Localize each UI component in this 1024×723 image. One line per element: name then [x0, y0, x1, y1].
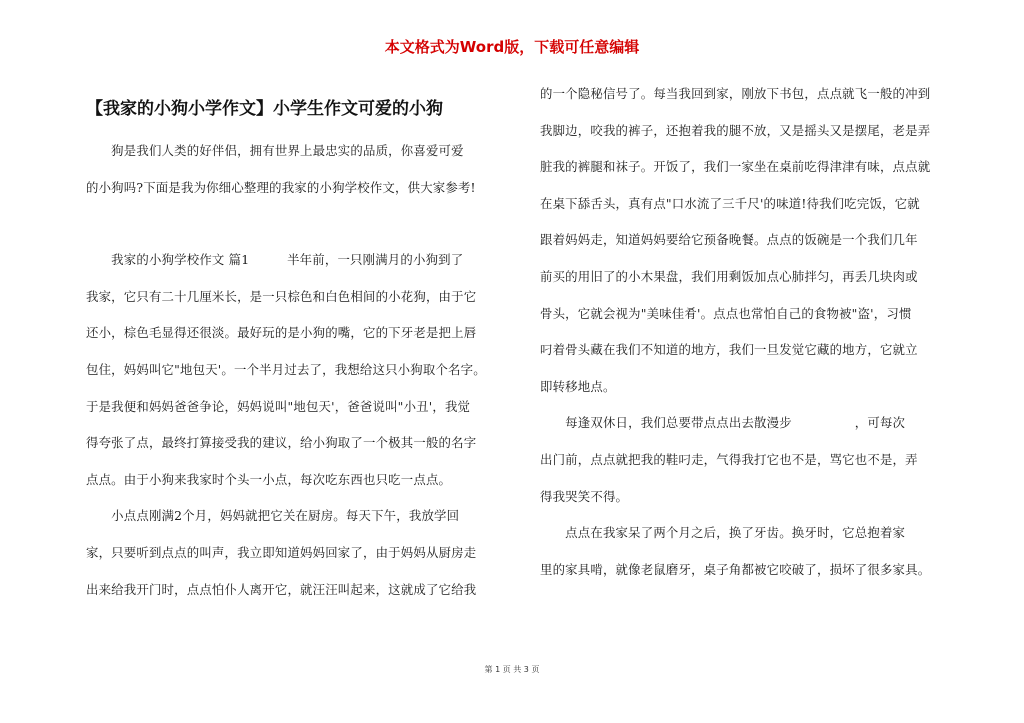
body-text-line: 家，只要听到点点的叫声，我立即知道妈妈回家了，由于妈妈从厨房走	[86, 544, 477, 560]
body-text-line: 里的家具啃，就像老鼠磨牙，桌子角都被它咬破了，损坏了很多家具。	[540, 561, 931, 577]
body-text-line: 的小狗吗?下面是我为你细心整理的我家的小狗学校作文，供大家参考!	[86, 179, 476, 195]
body-text-line: 在桌下舔舌头，真有点"口水流了三千尺'的味道!待我们吃完饭，它就	[540, 195, 920, 211]
body-text-line: 我家的小狗学校作文 篇1 半年前，一只刚满月的小狗到了	[86, 252, 464, 268]
body-text-line: 于是我便和妈妈爸爸争论，妈妈说叫"地包天'，爸爸说叫"小丑'，我觉	[86, 398, 471, 414]
body-text-line: 还小，棕色毛显得还很淡。最好玩的是小狗的嘴，它的下牙老是把上唇	[86, 325, 477, 341]
body-text-line: 每逢双休日，我们总要带点点出去散漫步 ，可每次	[540, 415, 906, 431]
body-text-line: 包住，妈妈叫它"地包天'。一个半月过去了，我想给这只小狗取个名字。	[86, 361, 486, 377]
body-text-line: 得夸张了点，最终打算接受我的建议，给小狗取了一个极其一般的名字	[86, 435, 477, 451]
body-text-line	[86, 214, 486, 250]
body-text-line: 我脚边，咬我的裤子，还抱着我的腿不放，又是摇头又是摆尾，老是弄	[540, 122, 931, 138]
body-text-line: 骨头，它就会视为"美味佳肴'。点点也常怕自己的食物被"盗'，习惯	[540, 305, 912, 321]
body-text-line: 小点点刚满2个月，妈妈就把它关在厨房。每天下午，我放学回	[86, 508, 460, 524]
page-footer: 第 1 页 共 3 页	[484, 665, 540, 674]
body-text-line: 出门前，点点就把我的鞋叼走，气得我打它也不是，骂它也不是，弄	[540, 451, 918, 467]
left-text-column	[86, 141, 486, 616]
body-text-line: 跟着妈妈走，知道妈妈要给它预备晚餐。点点的饭碗是一个我们几年	[540, 232, 918, 248]
body-text-line: 叼着骨头藏在我们不知道的地方，我们一旦发觉它藏的地方，它就立	[540, 342, 918, 358]
page-title: 【我家的小狗小学作文】小学生作文可爱的小狗	[86, 99, 443, 119]
body-text-line: 点点。由于小狗来我家时个头一小点，每次吃东西也只吃一点点。	[86, 471, 452, 487]
body-text-line: 点点在我家呆了两个月之后，换了牙齿。换牙时，它总抱着家	[540, 525, 906, 541]
body-text-line: 出来给我开门时，点点怕仆人离开它，就汪汪叫起来，这就成了它给我	[86, 581, 477, 597]
body-text-line: 即转移地点。	[540, 378, 616, 394]
body-text-line: 我家，它只有二十几厘米长，是一只棕色和白色相间的小花狗，由于它	[86, 288, 477, 304]
body-text-line: 得我哭笑不得。	[540, 488, 629, 504]
body-text-line: 狗是我们人类的好伴侣，拥有世界上最忠实的品质，你喜爱可爱	[86, 143, 464, 158]
word-version-banner: 本文格式为Word版，下载可任意编辑	[384, 38, 640, 56]
body-text-line: 脏我的裤腿和袜子。开饭了，我们一家坐在桌前吃得津津有味，点点就	[540, 159, 931, 175]
body-text-line: 前买的用旧了的小木果盘，我们用剩饭加点心肺拌匀，再丢几块肉或	[540, 268, 918, 284]
right-text-column	[540, 84, 930, 596]
body-text-line: 的一个隐秘信号了。每当我回到家，刚放下书包，点点就飞一般的冲到	[540, 86, 931, 101]
